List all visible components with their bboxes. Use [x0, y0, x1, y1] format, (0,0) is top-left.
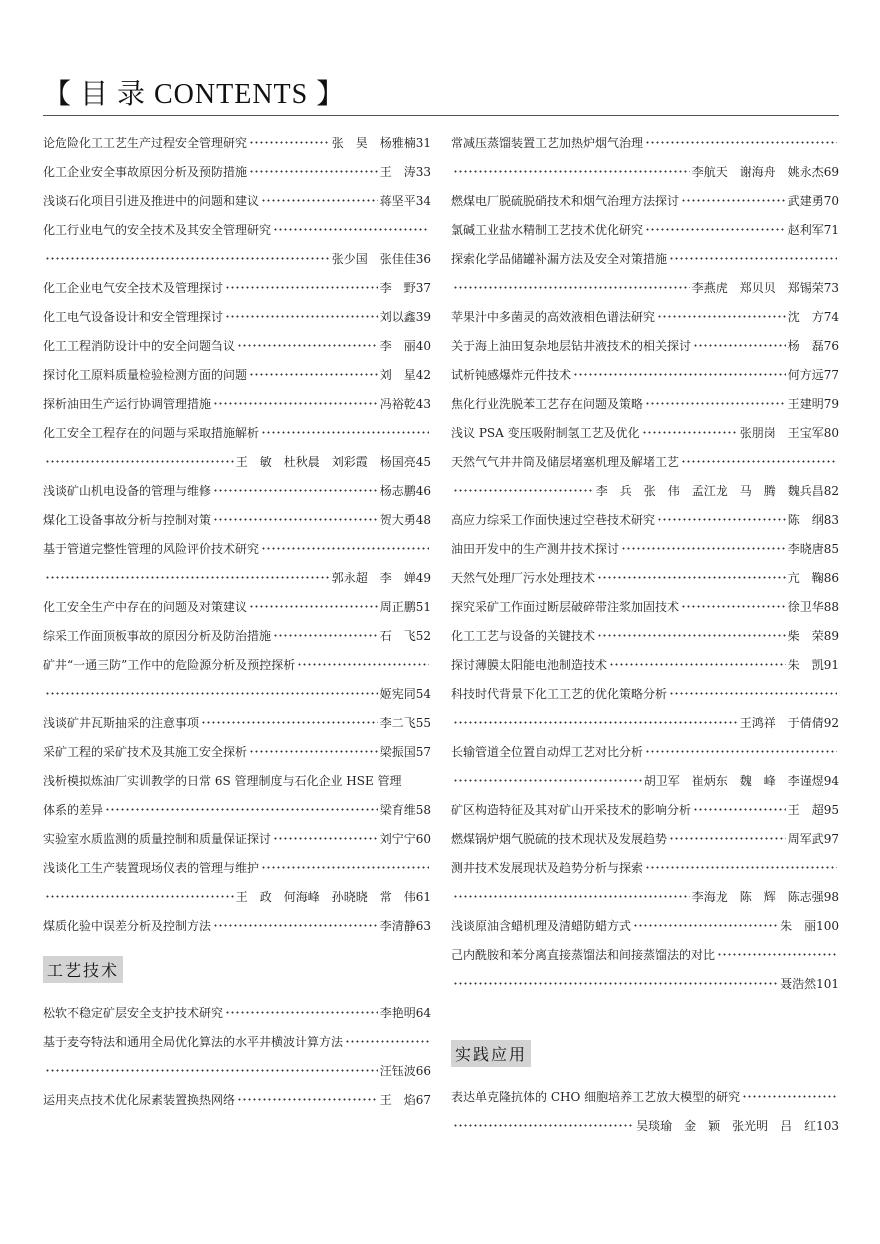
toc-line — [451, 1111, 839, 1140]
dot-leader — [453, 286, 690, 289]
article-title: 表达单克隆抗体的 CHO 细胞培养工艺放大模型的研究 — [451, 1090, 741, 1104]
toc-line[interactable] — [451, 650, 839, 679]
article-title: 测井技术发展现状及趋势分析与探索 — [451, 861, 644, 875]
dot-leader — [237, 344, 378, 347]
page-number: 55 — [415, 715, 431, 730]
article-author: 李晓唐 — [787, 542, 824, 556]
contents-header: 【 目 录 CONTENTS 】 — [43, 79, 346, 110]
toc-line[interactable] — [43, 273, 431, 302]
toc-line[interactable] — [43, 795, 431, 824]
page-number: 61 — [415, 889, 431, 904]
article-author: 杨 磊 — [787, 339, 824, 353]
dot-leader — [669, 257, 837, 260]
article-author: 姬宪同 — [379, 687, 416, 701]
dot-leader — [225, 1011, 378, 1014]
toc-line[interactable] — [451, 128, 839, 157]
article-title: 松软不稳定矿层安全支护技术研究 — [43, 1006, 224, 1020]
toc-line[interactable] — [43, 476, 431, 505]
toc-line[interactable] — [451, 592, 839, 621]
toc-line[interactable] — [43, 1027, 431, 1056]
article-author: 杨志鹏 — [379, 484, 416, 498]
toc-right-column — [451, 128, 839, 1140]
article-title: 浅析模拟炼油厂实训教学的日常 6S 管理制度与石化企业 HSE 管理 — [43, 774, 402, 788]
dot-leader — [297, 663, 429, 666]
toc-line[interactable] — [43, 621, 431, 650]
article-title: 浅谈化工生产装置现场仪表的管理与维护 — [43, 861, 260, 875]
section-heading — [43, 940, 431, 998]
article-title: 基于管道完整性管理的风险评价技术研究 — [43, 542, 260, 556]
page-number: 89 — [823, 628, 839, 643]
article-author: 李清静 — [379, 919, 416, 933]
page-number: 58 — [415, 802, 431, 817]
article-title: 天然气气井井筒及储层堵塞机理及解堵工艺 — [451, 455, 680, 469]
dot-leader — [45, 576, 330, 579]
dot-leader — [681, 199, 786, 202]
article-title: 关于海上油田复杂地层钻井液技术的相关探讨 — [451, 339, 692, 353]
dot-leader — [453, 779, 642, 782]
page-number: 91 — [823, 657, 839, 672]
toc-line[interactable] — [43, 1085, 431, 1114]
article-title: 基于麦夸特法和通用全局优化算法的水平井横波计算方法 — [43, 1035, 344, 1049]
article-title: 探讨薄膜太阳能电池制造技术 — [451, 658, 608, 672]
toc-line — [43, 1056, 431, 1085]
toc-line[interactable] — [451, 679, 839, 708]
toc-line[interactable] — [43, 911, 431, 940]
article-title: 氯碱工业盐水精制工艺技术优化研究 — [451, 223, 644, 237]
toc-line[interactable] — [43, 824, 431, 853]
page-number: 66 — [415, 1063, 431, 1078]
dot-leader — [645, 750, 837, 753]
article-author: 李航天 谢海舟 姚永杰 — [691, 165, 824, 179]
toc-line[interactable] — [43, 708, 431, 737]
dot-leader — [453, 170, 690, 173]
toc-line[interactable] — [43, 186, 431, 215]
dot-leader — [249, 605, 378, 608]
toc-line[interactable] — [43, 128, 431, 157]
toc-line[interactable] — [43, 215, 431, 244]
article-author: 周正鹏 — [379, 600, 416, 614]
article-title: 探究采矿工作面过断层破碎带注浆加固技术 — [451, 600, 680, 614]
toc-line[interactable] — [451, 215, 839, 244]
article-author: 张朋岗 王宝军 — [739, 426, 824, 440]
dot-leader — [225, 286, 378, 289]
article-title: 己内酰胺和苯分离直接蒸馏法和间接蒸馏法的对比 — [451, 948, 716, 962]
toc-line[interactable] — [451, 418, 839, 447]
article-title: 探讨化工原料质量检验检测方面的问题 — [43, 368, 248, 382]
article-title: 燃煤电厂脱硫脱硝技术和烟气治理方法探讨 — [451, 194, 680, 208]
dot-leader — [213, 924, 378, 927]
toc-line[interactable] — [451, 331, 839, 360]
article-author: 亢 鞠 — [787, 571, 824, 585]
article-author: 李二飞 — [379, 716, 416, 730]
toc-line[interactable] — [451, 244, 839, 273]
dot-leader — [45, 895, 234, 898]
article-title: 综采工作面顶板事故的原因分析及防治措施 — [43, 629, 272, 643]
toc-line[interactable] — [43, 766, 431, 795]
toc-line[interactable] — [451, 795, 839, 824]
toc-line — [451, 476, 839, 505]
dot-leader — [645, 228, 786, 231]
toc-line[interactable] — [43, 389, 431, 418]
toc-line[interactable] — [43, 853, 431, 882]
toc-line[interactable] — [43, 998, 431, 1027]
article-title: 浅议 PSA 变压吸附制氢工艺及优化 — [451, 426, 640, 440]
toc-line[interactable] — [451, 302, 839, 331]
toc-line[interactable] — [451, 940, 839, 969]
article-title: 苹果汁中多菌灵的高效液相色谱法研究 — [451, 310, 656, 324]
page-number: 39 — [415, 309, 431, 324]
dot-leader — [345, 1040, 429, 1043]
article-title: 矿区构造特征及其对矿山开采技术的影响分析 — [451, 803, 692, 817]
article-title: 化工电气设备设计和安全管理探讨 — [43, 310, 224, 324]
dot-leader — [225, 315, 378, 318]
page-number: 70 — [823, 193, 839, 208]
page-number: 92 — [823, 715, 839, 730]
dot-leader — [597, 576, 786, 579]
dot-leader — [261, 547, 429, 550]
dot-leader — [273, 634, 378, 637]
article-title: 矿井“一通三防”工作中的危险源分析及预控探析 — [43, 658, 296, 672]
article-author: 何方远 — [787, 368, 824, 382]
article-author: 武建勇 — [787, 194, 824, 208]
dot-leader — [597, 634, 786, 637]
toc-line[interactable] — [451, 737, 839, 766]
article-author: 冯裕乾 — [379, 397, 416, 411]
dot-leader — [45, 460, 234, 463]
article-title: 化工安全生产中存在的问题及对策建议 — [43, 600, 248, 614]
toc-line[interactable] — [451, 563, 839, 592]
page-number: 63 — [415, 918, 431, 933]
article-title: 浅谈矿山机电设备的管理与维修 — [43, 484, 212, 498]
toc-line[interactable] — [43, 737, 431, 766]
page-number: 98 — [823, 889, 839, 904]
page-number: 67 — [415, 1092, 431, 1107]
page-number: 33 — [415, 164, 431, 179]
page-number: 43 — [415, 396, 431, 411]
article-author: 梁振国 — [379, 745, 416, 759]
page-number: 94 — [823, 773, 839, 788]
page-number: 45 — [415, 454, 431, 469]
dot-leader — [237, 1098, 378, 1101]
article-author: 徐卫华 — [787, 600, 824, 614]
spacer — [451, 998, 839, 1024]
page-number: 86 — [823, 570, 839, 585]
toc-line — [451, 157, 839, 186]
dot-leader — [453, 489, 594, 492]
dot-leader — [249, 141, 330, 144]
article-author: 胡卫军 崔炳东 魏 峰 李谨煜 — [643, 774, 824, 788]
dot-leader — [249, 373, 378, 376]
dot-leader — [261, 199, 378, 202]
article-author: 王 政 何海峰 孙晓晓 常 伟 — [235, 890, 416, 904]
article-author: 聂浩然 — [780, 977, 817, 991]
page-number: 85 — [823, 541, 839, 556]
toc-line[interactable] — [451, 186, 839, 215]
toc-line — [451, 969, 839, 998]
article-author: 刘宁宁 — [379, 832, 416, 846]
article-title: 天然气处理厂污水处理技术 — [451, 571, 596, 585]
section-heading — [451, 1024, 839, 1082]
toc-line[interactable] — [451, 360, 839, 389]
page-number: 95 — [823, 802, 839, 817]
dot-leader — [249, 170, 378, 173]
article-title: 论危险化工工艺生产过程安全管理研究 — [43, 136, 248, 150]
article-title: 化工企业安全事故原因分析及预防措施 — [43, 165, 248, 179]
dot-leader — [201, 721, 378, 724]
section-title: 实践应用 — [451, 1040, 531, 1067]
page-number: 37 — [415, 280, 431, 295]
article-author: 贺大勇 — [379, 513, 416, 527]
article-author: 李海龙 陈 辉 陈志强 — [691, 890, 824, 904]
toc-line[interactable] — [451, 911, 839, 940]
dot-leader — [573, 373, 786, 376]
toc-line[interactable] — [43, 157, 431, 186]
page-number: 83 — [823, 512, 839, 527]
toc-line[interactable] — [451, 1082, 839, 1111]
page-number: 76 — [823, 338, 839, 353]
toc-line — [43, 244, 431, 273]
toc-left-column — [43, 128, 431, 1114]
dot-leader — [645, 402, 786, 405]
dot-leader — [453, 721, 738, 724]
article-author: 沈 方 — [787, 310, 824, 324]
dot-leader — [645, 141, 837, 144]
article-author: 李 丽 — [379, 339, 416, 353]
page-number: 64 — [415, 1005, 431, 1020]
article-title: 化工行业电气的安全技术及其安全管理研究 — [43, 223, 272, 237]
dot-leader — [45, 257, 330, 260]
article-title: 探析油田生产运行协调管理措施 — [43, 397, 212, 411]
toc-line[interactable] — [43, 650, 431, 679]
toc-line — [43, 563, 431, 592]
article-title: 实验室水质监测的质量控制和质量保证探讨 — [43, 832, 272, 846]
toc-line[interactable] — [451, 389, 839, 418]
toc-line[interactable] — [451, 534, 839, 563]
article-title: 油田开发中的生产测井技术探讨 — [451, 542, 620, 556]
article-title: 采矿工程的采矿技术及其施工安全探析 — [43, 745, 248, 759]
dot-leader — [669, 837, 786, 840]
dot-leader — [609, 663, 786, 666]
dot-leader — [717, 953, 837, 956]
article-author: 李艳明 — [379, 1006, 416, 1020]
article-title: 浅谈石化项目引进及推进中的问题和建议 — [43, 194, 260, 208]
article-author: 朱 凯 — [787, 658, 824, 672]
page-number: 100 — [816, 918, 839, 933]
dot-leader — [453, 1124, 634, 1127]
article-title: 化工工艺与设备的关键技术 — [451, 629, 596, 643]
page-number: 57 — [415, 744, 431, 759]
article-title: 科技时代背景下化工工艺的优化策略分析 — [451, 687, 668, 701]
page-number: 49 — [415, 570, 431, 585]
page-number: 48 — [415, 512, 431, 527]
page-number: 73 — [823, 280, 839, 295]
page-number: 36 — [415, 251, 431, 266]
dot-leader — [681, 605, 786, 608]
toc-line — [43, 447, 431, 476]
toc-line[interactable] — [43, 418, 431, 447]
article-author: 张少国 张佳佳 — [331, 252, 416, 266]
page-number: 52 — [415, 628, 431, 643]
page-number: 80 — [823, 425, 839, 440]
toc-line[interactable] — [451, 853, 839, 882]
header-rule — [43, 115, 839, 116]
article-author: 王 超 — [787, 803, 824, 817]
toc-line[interactable] — [43, 505, 431, 534]
article-author: 刘以鑫 — [379, 310, 416, 324]
dot-leader — [633, 924, 778, 927]
page-number: 103 — [816, 1118, 839, 1133]
page-number: 54 — [415, 686, 431, 701]
article-author: 李 兵 张 伟 孟江龙 马 腾 魏兵昌 — [595, 484, 824, 498]
page-number: 101 — [816, 976, 839, 991]
dot-leader — [742, 1095, 837, 1098]
page-number: 82 — [823, 483, 839, 498]
dot-leader — [453, 895, 690, 898]
article-author: 石 飞 — [379, 629, 416, 643]
article-title: 燃煤锅炉烟气脱硫的技术现状及发展趋势 — [451, 832, 668, 846]
dot-leader — [645, 866, 837, 869]
article-title: 煤质化验中误差分析及控制方法 — [43, 919, 212, 933]
article-title: 常减压蒸馏装置工艺加热炉烟气治理 — [451, 136, 644, 150]
article-title: 化工安全工程存在的问题与采取措施解析 — [43, 426, 260, 440]
toc-line — [451, 882, 839, 911]
article-title: 焦化行业洗脱苯工艺存在问题及策略 — [451, 397, 644, 411]
article-author: 柴 荣 — [787, 629, 824, 643]
toc-line — [451, 273, 839, 302]
dot-leader — [261, 431, 429, 434]
article-title: 化工工程消防设计中的安全问题刍议 — [43, 339, 236, 353]
article-author: 梁育维 — [379, 803, 416, 817]
page-number: 60 — [415, 831, 431, 846]
article-title: 长输管道全位置自动焊工艺对比分析 — [451, 745, 644, 759]
page-number: 74 — [823, 309, 839, 324]
dot-leader — [681, 460, 837, 463]
dot-leader — [261, 866, 429, 869]
dot-leader — [273, 228, 429, 231]
toc-line — [43, 679, 431, 708]
toc-line — [43, 882, 431, 911]
toc-line[interactable] — [451, 505, 839, 534]
article-author: 郭永超 李 婵 — [331, 571, 416, 585]
article-title: 体系的差异 — [43, 803, 104, 817]
article-author: 汪钰波 — [379, 1064, 416, 1078]
page-number: 40 — [415, 338, 431, 353]
dot-leader — [669, 692, 837, 695]
article-author: 王鸿祥 于倩倩 — [739, 716, 824, 730]
article-title: 探索化学品储罐补漏方法及安全对策措施 — [451, 252, 668, 266]
article-author: 陈 纲 — [787, 513, 824, 527]
article-title: 煤化工设备事故分析与控制对策 — [43, 513, 212, 527]
article-author: 王 焰 — [379, 1093, 416, 1107]
dot-leader — [453, 982, 778, 985]
toc-line — [451, 766, 839, 795]
article-author: 李燕虎 郑贝贝 郑锡荣 — [691, 281, 824, 295]
page-number: 77 — [823, 367, 839, 382]
dot-leader — [45, 1069, 378, 1072]
dot-leader — [693, 344, 786, 347]
article-title: 浅谈原油含蜡机理及清蜡防蜡方式 — [451, 919, 632, 933]
article-author: 吴琰瑜 金 颖 张光明 吕 红 — [636, 1119, 817, 1133]
toc-line — [451, 708, 839, 737]
article-title: 运用夹点技术优化尿素装置换热网络 — [43, 1093, 236, 1107]
dot-leader — [213, 489, 378, 492]
dot-leader — [642, 431, 738, 434]
dot-leader — [249, 750, 378, 753]
page-number: 46 — [415, 483, 431, 498]
article-author: 刘 星 — [379, 368, 416, 382]
dot-leader — [657, 315, 786, 318]
page-number: 31 — [415, 135, 431, 150]
dot-leader — [45, 692, 378, 695]
dot-leader — [693, 808, 786, 811]
page-number: 42 — [415, 367, 431, 382]
page-number: 79 — [823, 396, 839, 411]
toc-line[interactable] — [451, 621, 839, 650]
article-author: 朱 丽 — [780, 919, 817, 933]
toc-line[interactable] — [451, 447, 839, 476]
toc-line[interactable] — [43, 302, 431, 331]
page-number: 34 — [415, 193, 431, 208]
page-number: 71 — [823, 222, 839, 237]
page-number: 88 — [823, 599, 839, 614]
page-number: 69 — [823, 164, 839, 179]
article-author: 赵利军 — [787, 223, 824, 237]
article-author: 王 敏 杜秋晨 刘彩霞 杨国亮 — [235, 455, 416, 469]
article-author: 王 涛 — [379, 165, 416, 179]
toc-line[interactable] — [43, 360, 431, 389]
dot-leader — [273, 837, 378, 840]
section-title: 工艺技术 — [43, 956, 123, 983]
page-number: 97 — [823, 831, 839, 846]
dot-leader — [105, 808, 378, 811]
article-author: 王建明 — [787, 397, 824, 411]
article-title: 化工企业电气安全技术及管理探讨 — [43, 281, 224, 295]
toc-line[interactable] — [43, 592, 431, 621]
toc-line[interactable] — [43, 534, 431, 563]
dot-leader — [213, 518, 378, 521]
article-author: 周军武 — [787, 832, 824, 846]
article-title: 高应力综采工作面快速过空巷技术研究 — [451, 513, 656, 527]
dot-leader — [213, 402, 378, 405]
article-author: 蒋坚平 — [379, 194, 416, 208]
dot-leader — [657, 518, 786, 521]
article-author: 张 昊 杨雅楠 — [331, 136, 416, 150]
dot-leader — [621, 547, 786, 550]
article-title: 浅谈矿井瓦斯抽采的注意事项 — [43, 716, 200, 730]
article-author: 李 野 — [379, 281, 416, 295]
article-title: 试析钝感爆炸元件技术 — [451, 368, 572, 382]
page-number: 51 — [415, 599, 431, 614]
toc-line[interactable] — [451, 824, 839, 853]
toc-line[interactable] — [43, 331, 431, 360]
